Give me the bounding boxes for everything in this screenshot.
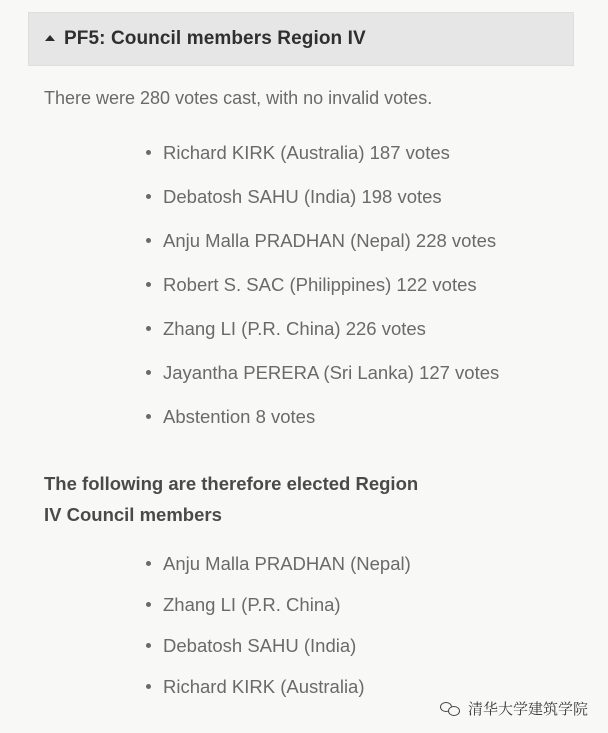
bullet-icon	[146, 326, 151, 331]
list-item	[0, 551, 411, 592]
elected-heading-line-2: IV Council members	[44, 504, 222, 525]
vote-line: Richard KIRK (Australia) 187 votes	[163, 142, 450, 163]
list-item	[0, 592, 411, 633]
bullet-icon	[146, 194, 151, 199]
wechat-icon	[440, 700, 462, 718]
list-item	[0, 272, 499, 316]
list-item	[0, 360, 499, 404]
list-item	[0, 633, 411, 674]
bullet-icon	[146, 561, 151, 566]
caret-up-icon[interactable]	[45, 35, 55, 41]
list-item	[0, 316, 499, 360]
bullet-icon	[146, 370, 151, 375]
vote-line: Robert S. SAC (Philippines) 122 votes	[163, 274, 477, 295]
vote-line: Jayantha PERERA (Sri Lanka) 127 votes	[163, 362, 500, 383]
elected-heading	[44, 468, 464, 530]
votes-list	[0, 140, 499, 448]
bullet-icon	[146, 643, 151, 648]
elected-heading-line-1: The following are therefore elected Region	[44, 473, 419, 494]
bullet-icon	[146, 238, 151, 243]
list-item	[0, 140, 499, 184]
vote-line: Zhang LI (P.R. China) 226 votes	[163, 318, 426, 339]
elected-member: Zhang LI (P.R. China)	[163, 594, 341, 615]
bullet-icon	[146, 150, 151, 155]
list-item	[0, 404, 499, 448]
bullet-icon	[146, 414, 151, 419]
bullet-icon	[146, 684, 151, 689]
elected-member: Richard KIRK (Australia)	[163, 676, 365, 697]
bullet-icon	[146, 602, 151, 607]
elected-member: Anju Malla PRADHAN (Nepal)	[163, 553, 411, 574]
watermark	[440, 698, 588, 719]
list-item	[0, 674, 411, 715]
intro-text: There were 280 votes cast, with no invalid votes.	[44, 88, 433, 108]
elected-list	[0, 551, 411, 715]
elected-member: Debatosh SAHU (India)	[163, 635, 357, 656]
list-item	[0, 184, 499, 228]
vote-line: Anju Malla PRADHAN (Nepal) 228 votes	[163, 230, 497, 251]
bullet-icon	[146, 282, 151, 287]
vote-line: Abstention 8 votes	[163, 406, 316, 427]
list-item	[0, 228, 499, 272]
watermark-text: 清华大学建筑学院	[467, 701, 588, 718]
accordion-header[interactable]	[28, 12, 574, 66]
accordion-title: PF5: Council members Region IV	[64, 28, 366, 49]
vote-line: Debatosh SAHU (India) 198 votes	[163, 186, 442, 207]
